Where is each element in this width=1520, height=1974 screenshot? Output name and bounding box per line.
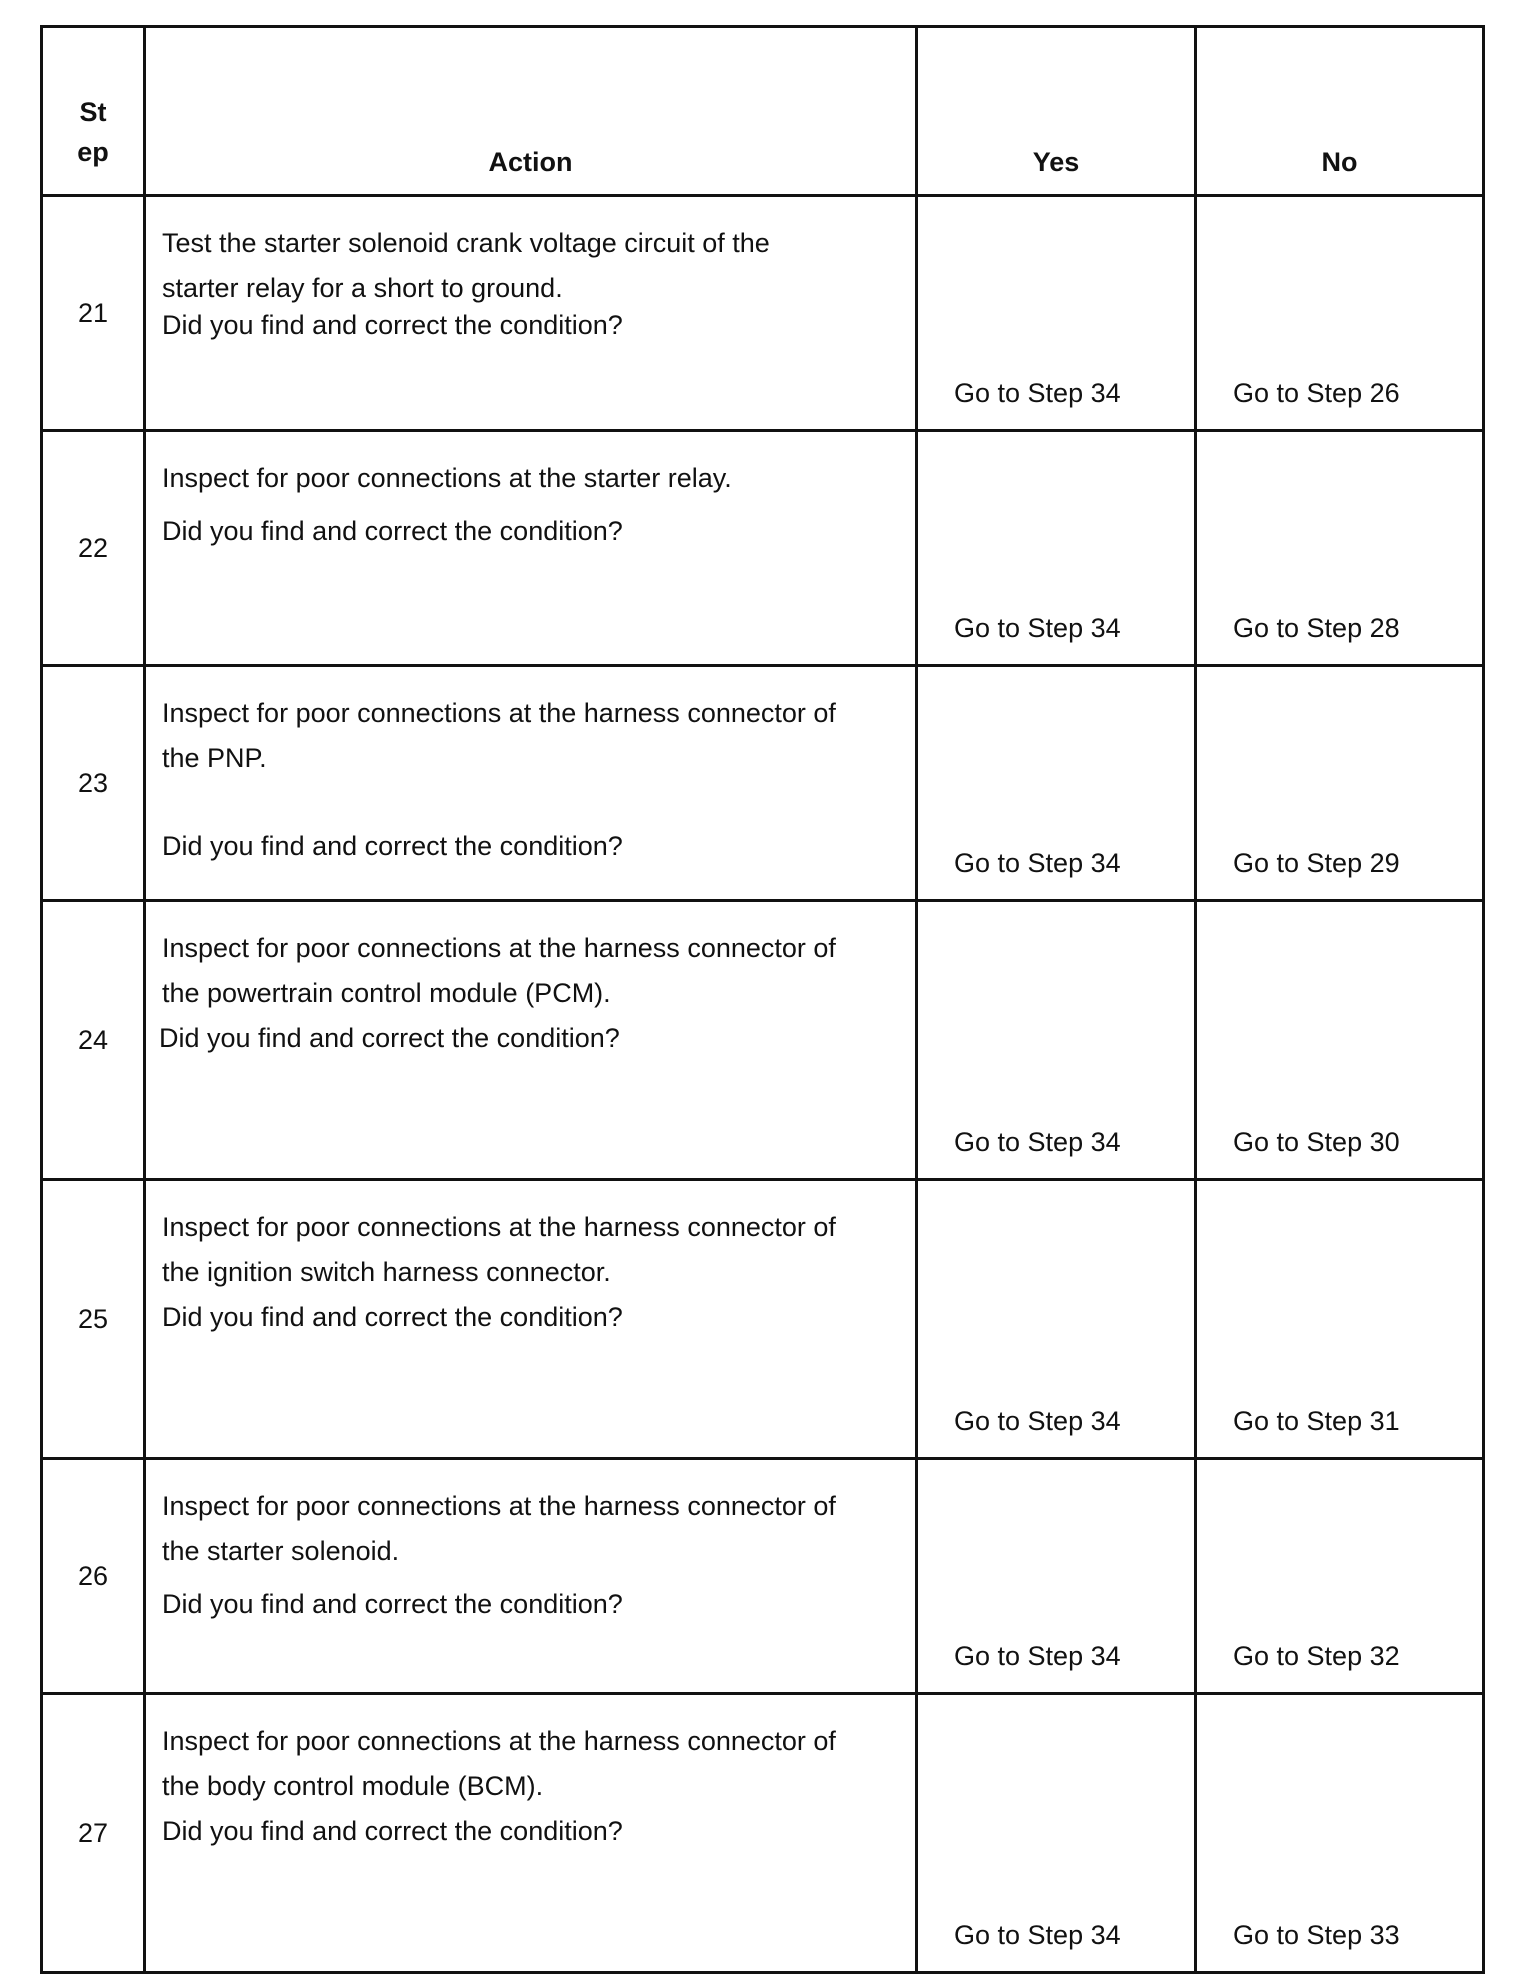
table-row [42, 666, 1484, 901]
diagnostic-table [40, 25, 1485, 1974]
yes-result: Go to Step 34 [917, 1459, 1196, 1694]
yes-result: Go to Step 34 [917, 1694, 1196, 1973]
step-number: 26 [42, 1459, 145, 1694]
no-result: Go to Step 28 [1196, 431, 1484, 666]
no-result: Go to Step 29 [1196, 666, 1484, 901]
action-cell [145, 431, 917, 666]
action-line: the ignition switch harness connector. [162, 1257, 611, 1287]
action-line: Test the starter solenoid crank voltage circuit of the [162, 228, 770, 258]
action-line: Inspect for poor connections at the starter relay. [162, 463, 732, 493]
action-line: starter relay for a short to ground. [162, 273, 563, 303]
yes-result: Go to Step 34 [917, 1180, 1196, 1459]
table-row [42, 1180, 1484, 1459]
table-row [42, 431, 1484, 666]
action-cell [145, 901, 917, 1180]
step-number: 22 [42, 431, 145, 666]
action-line: the starter solenoid. [162, 1536, 400, 1566]
action-cell [145, 1459, 917, 1694]
action-question: Did you find and correct the condition? [162, 831, 623, 861]
step-number: 27 [42, 1694, 145, 1973]
action-cell [145, 666, 917, 901]
yes-header: Yes [917, 27, 1196, 196]
action-cell [145, 1180, 917, 1459]
action-line: Inspect for poor connections at the harness connector of [162, 1212, 836, 1242]
header-row [42, 27, 1484, 196]
action-line: Inspect for poor connections at the harness connector of [162, 1726, 836, 1756]
no-header: No [1196, 27, 1484, 196]
no-result: Go to Step 26 [1196, 196, 1484, 431]
step-header [42, 27, 145, 196]
action-question: Did you find and correct the condition? [162, 1589, 623, 1619]
no-result: Go to Step 30 [1196, 901, 1484, 1180]
table-row [42, 901, 1484, 1180]
yes-result: Go to Step 34 [917, 196, 1196, 431]
action-question: Did you find and correct the condition? [162, 310, 623, 340]
action-cell [145, 1694, 917, 1973]
step-number: 21 [42, 196, 145, 431]
action-line: the PNP. [162, 743, 267, 773]
action-question: Did you find and correct the condition? [159, 1023, 620, 1053]
action-question: Did you find and correct the condition? [162, 516, 623, 546]
action-line: Inspect for poor connections at the harness connector of [162, 1491, 836, 1521]
yes-result: Go to Step 34 [917, 666, 1196, 901]
step-header-line2: ep [77, 137, 109, 167]
yes-result: Go to Step 34 [917, 431, 1196, 666]
table-row [42, 1694, 1484, 1973]
step-number: 24 [42, 901, 145, 1180]
no-result: Go to Step 32 [1196, 1459, 1484, 1694]
action-cell [145, 196, 917, 431]
action-line: the body control module (BCM). [162, 1771, 544, 1801]
step-header-line1: St [79, 97, 107, 127]
action-question: Did you find and correct the condition? [162, 1302, 623, 1332]
action-question: Did you find and correct the condition? [162, 1816, 623, 1846]
step-number: 23 [42, 666, 145, 901]
no-result: Go to Step 33 [1196, 1694, 1484, 1973]
action-header: Action [145, 27, 917, 196]
table-row [42, 1459, 1484, 1694]
table-row [42, 196, 1484, 431]
action-line: Inspect for poor connections at the harness connector of [162, 933, 836, 963]
yes-result: Go to Step 34 [917, 901, 1196, 1180]
step-number: 25 [42, 1180, 145, 1459]
action-line: Inspect for poor connections at the harness connector of [162, 698, 836, 728]
action-line: the powertrain control module (PCM). [162, 978, 611, 1008]
no-result: Go to Step 31 [1196, 1180, 1484, 1459]
